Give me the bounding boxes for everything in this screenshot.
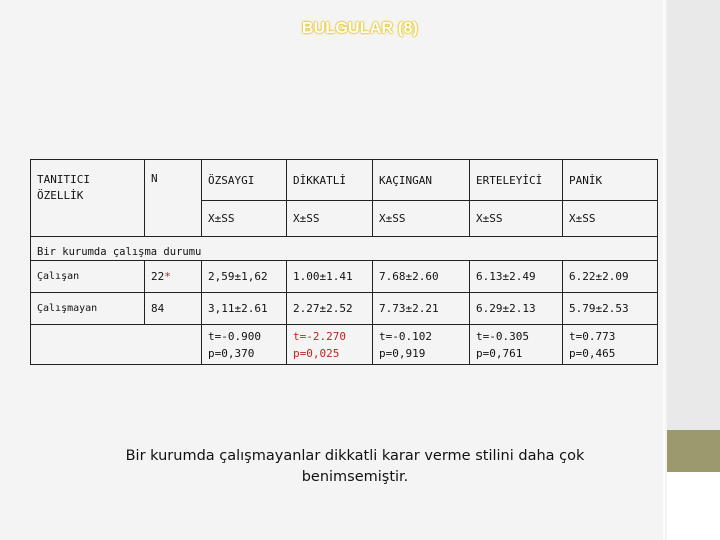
- stat-erteleyici: [470, 325, 563, 365]
- results-table: [30, 159, 658, 365]
- vertical-divider: [663, 0, 665, 540]
- col-header-dikkatli: DİKKATLİ: [287, 160, 373, 201]
- row-n: 84: [145, 293, 202, 325]
- cell-kacingan: 7.68±2.60: [373, 261, 470, 293]
- t-value: t=-0.305: [476, 329, 529, 343]
- subheader-erteleyici: X±SS: [470, 201, 563, 237]
- table-row: [31, 261, 658, 293]
- header-row-1: [31, 160, 658, 201]
- t-value: t=-0.102: [379, 329, 432, 343]
- cell-kacingan: 7.73±2.21: [373, 293, 470, 325]
- row-n: [145, 261, 202, 293]
- subheader-ozsaygi: X±SS: [202, 201, 287, 237]
- col-header-characteristic: TANITICI ÖZELLİK: [31, 160, 145, 237]
- cell-dikkatli: 1.00±1.41: [287, 261, 373, 293]
- cell-erteleyici: 6.13±2.49: [470, 261, 563, 293]
- sidebar-bottom-panel: [667, 472, 720, 540]
- cell-ozsaygi: 3,11±2.61: [202, 293, 287, 325]
- subheader-dikkatli: X±SS: [287, 201, 373, 237]
- stat-kacingan: [373, 325, 470, 365]
- cell-panik: 5.79±2.53: [563, 293, 658, 325]
- stats-empty-cell: [31, 325, 202, 365]
- col-header-erteleyici: ERTELEYİCİ: [470, 160, 563, 201]
- t-value: t=-2.270: [293, 329, 346, 343]
- p-value: p=0,761: [476, 346, 523, 360]
- cell-erteleyici: 6.29±2.13: [470, 293, 563, 325]
- significance-marker: *: [164, 270, 171, 283]
- sidebar-decoration: [667, 0, 720, 540]
- stat-ozsaygi: [202, 325, 287, 365]
- section-row: [31, 237, 658, 261]
- stat-panik: [563, 325, 658, 365]
- col-header-panik: PANİK: [563, 160, 658, 201]
- cell-panik: 6.22±2.09: [563, 261, 658, 293]
- cell-dikkatli: 2.27±2.52: [287, 293, 373, 325]
- t-value: t=0.773: [569, 329, 616, 343]
- subheader-kacingan: X±SS: [373, 201, 470, 237]
- cell-ozsaygi: 2,59±1,62: [202, 261, 287, 293]
- sidebar-accent-block: [667, 430, 720, 472]
- row-label: Çalışmayan: [31, 293, 145, 325]
- p-value: p=0,025: [293, 346, 340, 360]
- p-value: p=0,465: [569, 346, 616, 360]
- subheader-panik: X±SS: [563, 201, 658, 237]
- t-value: t=-0.900: [208, 329, 261, 343]
- col-header-kacingan: KAÇINGAN: [373, 160, 470, 201]
- p-value: p=0,919: [379, 346, 426, 360]
- slide-title: BULGULAR (8): [301, 20, 419, 37]
- conclusion-text: Bir kurumda çalışmayanlar dikkatli karar verme stilini daha çok benimsemiştir.: [125, 448, 585, 485]
- sidebar-top-panel: [667, 0, 720, 430]
- stats-row: [31, 325, 658, 365]
- section-label: Bir kurumda çalışma durumu: [31, 237, 658, 261]
- p-value: p=0,370: [208, 346, 255, 360]
- col-header-n: N: [145, 160, 202, 237]
- n-value: 22*: [151, 270, 171, 283]
- stat-dikkatli: [287, 325, 373, 365]
- table-row: [31, 293, 658, 325]
- col-header-ozsaygi: ÖZSAYGI: [202, 160, 287, 201]
- row-label: Çalışan: [31, 261, 145, 293]
